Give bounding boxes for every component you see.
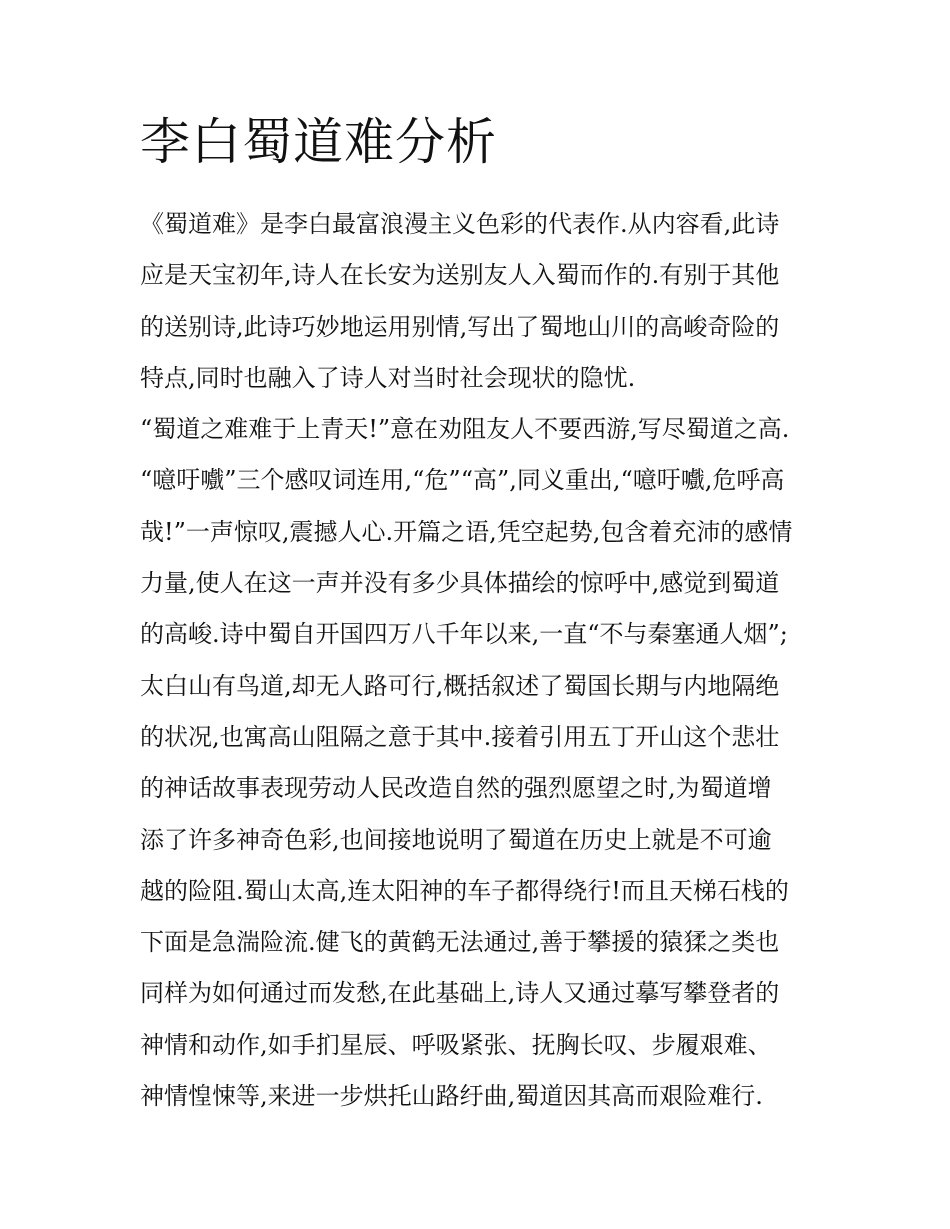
text-line: 的状况,也寓高山阻隔之意于其中.接着引用五丁开山这个悲壮 bbox=[140, 722, 780, 751]
text-line: 应是天宝初年,诗人在长安为送别友人入蜀而作的.有别于其他 bbox=[140, 261, 780, 290]
text-line: 的高峻.诗中蜀自开国四万八千年以来,一直“不与秦塞通人烟”; bbox=[140, 620, 788, 649]
text-line: 的送别诗,此诗巧妙地运用别情,写出了蜀地山川的高峻奇险的 bbox=[140, 312, 780, 341]
text-line: 特点,同时也融入了诗人对当时社会现状的隐忧. bbox=[140, 363, 636, 392]
document-title: 李白蜀道难分析 bbox=[140, 113, 497, 171]
text-line: 《蜀道难》是李白最富浪漫主义色彩的代表作.从内容看,此诗 bbox=[140, 210, 780, 238]
text-line: 力量,使人在这一声并没有多少具体描绘的惊呼中,感觉到蜀道 bbox=[140, 569, 780, 598]
text-line: 的神话故事表现劳动人民改造自然的强烈愿望之时,为蜀道增 bbox=[140, 774, 772, 803]
text-line: 神情惶悚等,来进一步烘托山路纡曲,蜀道因其高而艰险难行. bbox=[140, 1082, 763, 1111]
text-line: 添了许多神奇色彩,也间接地说明了蜀道在历史上就是不可逾 bbox=[140, 825, 772, 854]
text-line: “蜀道之难难于上青天!”意在劝阻友人不要西游,写尽蜀道之高. bbox=[140, 415, 790, 444]
text-line: 同样为如何通过而发愁,在此基础上,诗人又通过摹写攀登者的 bbox=[140, 979, 780, 1008]
text-line: 太白山有鸟道,却无人路可行,概括叙述了蜀国长期与内地隔绝 bbox=[140, 671, 780, 700]
document-body bbox=[140, 199, 820, 1122]
text-line: 越的险阻.蜀山太高,连太阳神的车子都得绕行!而且天梯石栈的 bbox=[140, 876, 789, 905]
text-line: 下面是急湍险流.健飞的黄鹤无法通过,善于攀援的猿猱之类也 bbox=[140, 928, 780, 957]
text-line: “噫吁嚱”三个感叹词连用,“危”“高”,同义重出,“噫吁嚱,危呼高 bbox=[140, 466, 785, 495]
text-line: 哉!”一声惊叹,震撼人心.开篇之语,凭空起势,包含着充沛的感情 bbox=[140, 517, 793, 546]
text-line: 神情和动作,如手扪星辰、呼吸紧张、抚胸长叹、步履艰难、 bbox=[140, 1030, 772, 1059]
